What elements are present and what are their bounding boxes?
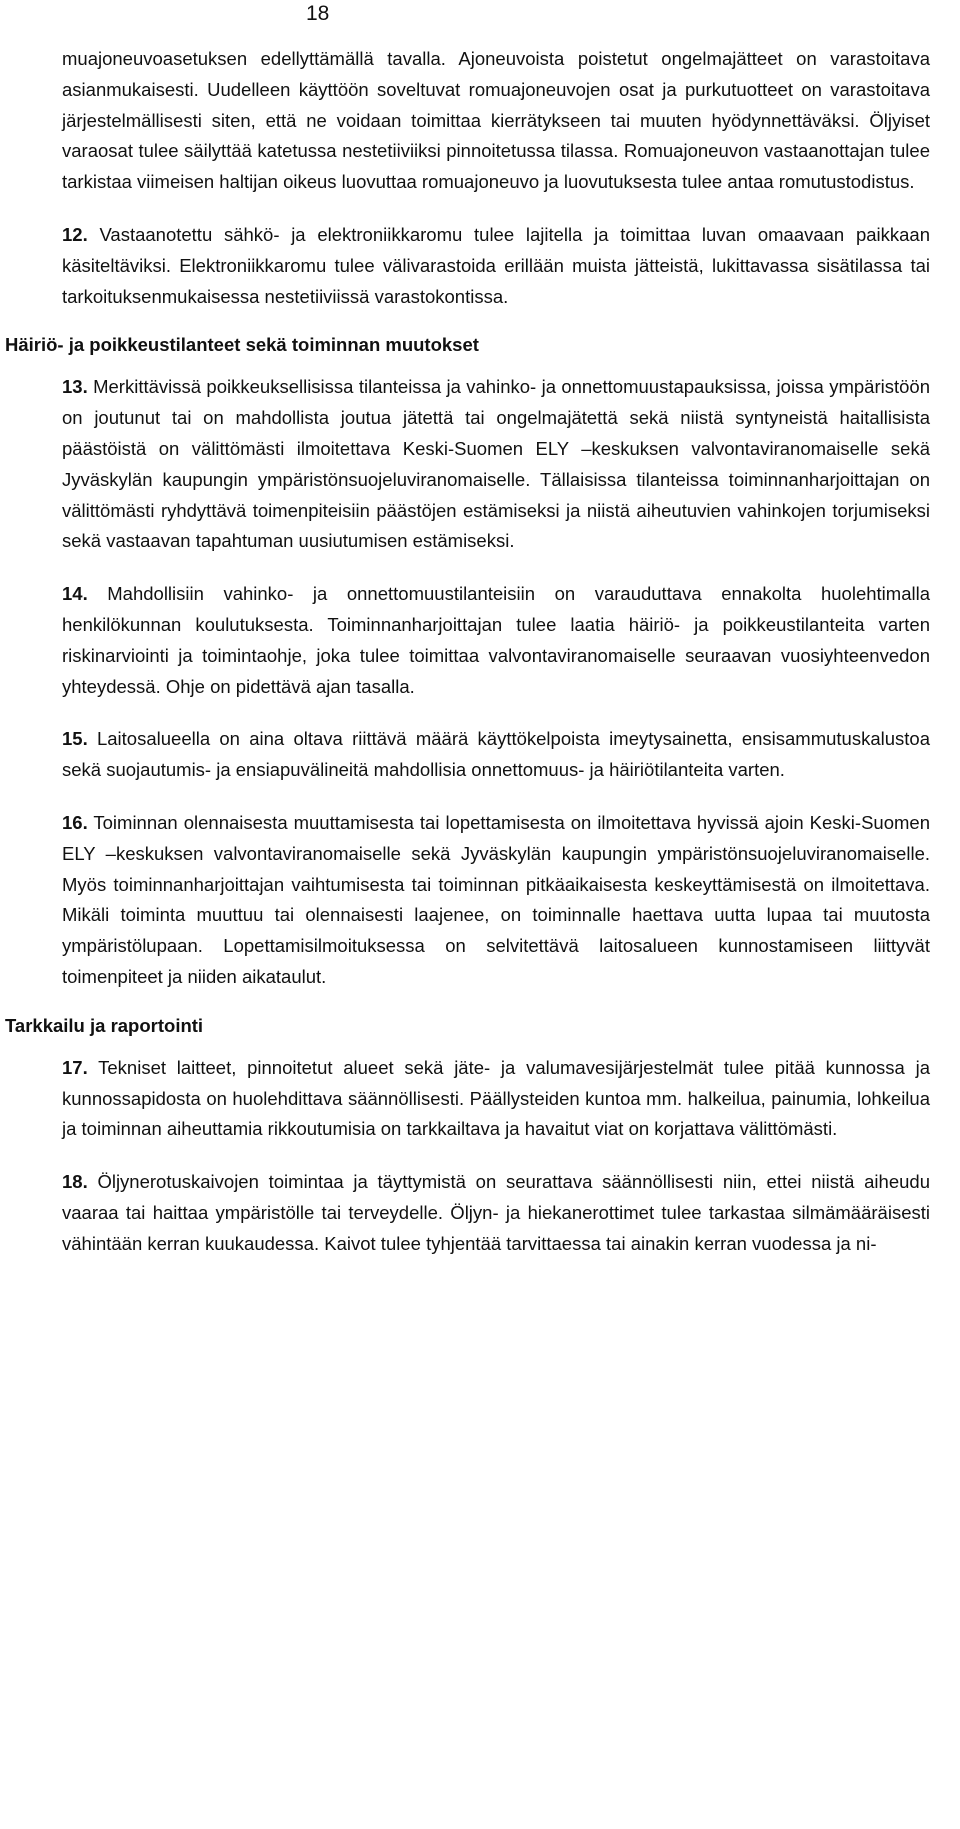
- section-heading-monitoring: Tarkkailu ja raportointi: [5, 1014, 204, 1036]
- intro-paragraph: muajoneuvoasetuksen edellyttämällä tavalla. Ajoneuvoista poistetut ongelmajätteet on varastoitava asianmukaisesti. Uudelleen käyttöön soveltuvat romuajoneuvojen osat ja purkutuotteet on varastoitava järjestelmällisesti siten, että ne voidaan toimittaa kierrätykseen tai muuten hyödynnettäväksi. Öljyiset varaosat tulee säilyttää katetussa nestetiiviiksi pinnoitetussa tilassa. Romuajoneuvon vastaanottajan tulee tarkistaa viimeisen haltijan oikeus luovuttaa romuajoneuvo ja luovutuksesta tulee antaa romutustodistus.: [62, 48, 930, 193]
- page-number: 18: [306, 2, 330, 25]
- paragraph-18: [62, 1167, 930, 1259]
- paragraph-12: [62, 220, 930, 312]
- section-heading-incidents: Häiriö- ja poikkeustilanteet sekä toiminnan muutokset: [5, 334, 479, 356]
- paragraph-text: Toiminnan olennaisesta muuttamisesta tai lopettamisesta on ilmoitettava hyvissä ajoin Keski-Suomen ELY –keskuksen valvontaviranomaiselle sekä Jyväskylän kaupungin ympäristönsuojeluviranomaiselle. Myös toiminnanharjoittajan vaihtumisesta tai toiminnan pitkäaikaisesta keskeyttämisestä on ilmoitettava. Mikäli toiminta muuttuu tai olennaisesti laajenee, on toiminnalle haettava uutta lupaa tai muutosta ympäristölupaan. Lopettamisilmoituksessa on selvitettävä laitosalueen kunnostamiseen liittyvät toimenpiteet ja niiden aikataulut.: [62, 811, 930, 987]
- paragraph-number: 12.: [62, 223, 88, 245]
- paragraph-15: [62, 724, 930, 786]
- paragraph-text: Mahdollisiin vahinko- ja onnettomuustilanteisiin on varauduttava ennakolta huolehtimalla henkilökunnan koulutuksesta. Toiminnanharjoittajan tulee laatia häiriö- ja poikkeustilanteita varten riskinarviointi ja toimintaohje, joka tulee toimittaa valvontaviranomaiselle seuraavan vuosiyhteenvedon yhteydessä. Ohje on pidettävä ajan tasalla.: [62, 583, 930, 697]
- paragraph-number: 13.: [62, 376, 88, 398]
- paragraph-14: [62, 579, 930, 702]
- paragraph-17: [62, 1053, 930, 1145]
- paragraph-16: [62, 808, 930, 993]
- paragraph-text: Öljynerotuskaivojen toimintaa ja täyttymistä on seurattava säännöllisesti niin, ettei niistä aiheudu vaaraa tai haittaa ympäristölle tai terveydelle. Öljyn- ja hiekanerottimet tulee tarkastaa silmämääräisesti vähintään kerran kuukaudessa. Kaivot tulee tyhjentää tarvittaessa tai ainakin kerran vuodessa ja ni-: [62, 1171, 930, 1254]
- paragraph-number: 17.: [62, 1056, 88, 1078]
- paragraph-number: 16.: [62, 811, 88, 833]
- paragraph-number: 14.: [62, 583, 88, 605]
- document-body: [0, 44, 960, 1260]
- paragraph-text: Merkittävissä poikkeuksellisissa tilanteissa ja vahinko- ja onnettomuustapauksissa, joissa ympäristöön on joutunut tai on mahdollista joutua jätettä tai ongelmajätettä sekä niistä syntyneistä haitallisista päästöistä on välittömästi ilmoitettava Keski-Suomen ELY –keskuksen valvontaviranomaiselle sekä Jyväskylän kaupungin ympäristönsuojeluviranomaiselle. Tällaisissa tilanteissa toiminnanharjoittajan on välittömästi ryhdyttävä toimenpiteisiin päästöjen estämiseksi ja niistä aiheutuvien vahinkojen torjumiseksi sekä vastaavan tapahtuman uusiutumisen estämiseksi.: [62, 376, 930, 552]
- paragraph-number: 15.: [62, 728, 88, 750]
- paragraph-number: 18.: [62, 1171, 88, 1193]
- paragraph-text: Vastaanotettu sähkö- ja elektroniikkaromu tulee lajitella ja toimittaa luvan omaavaan paikkaan käsiteltäviksi. Elektroniikkaromu tulee välivarastoida erillään muista jätteistä, lukittavassa sisätilassa tai tarkoituksenmukaisessa nestetiiviissä varastokontissa.: [62, 223, 930, 307]
- paragraph-13: [62, 372, 930, 557]
- paragraph-text: Tekniset laitteet, pinnoitetut alueet sekä jäte- ja valumavesijärjestelmät tulee pitää kunnossa ja kunnossapidosta on huolehdittava säännöllisesti. Päällysteiden kuntoa mm. halkeilua, painumia, lohkeilua ja toiminnan aiheuttamia rikkoutumisia on tarkkailtava ja havaitut viat on korjattava välittömästi.: [62, 1056, 930, 1140]
- paragraph-text: Laitosalueella on aina oltava riittävä määrä käyttökelpoista imeytysainetta, ensisammutuskalustoa sekä suojautumis- ja ensiapuvälineitä mahdollisia onnettomuus- ja häiriötilanteita varten.: [62, 728, 930, 781]
